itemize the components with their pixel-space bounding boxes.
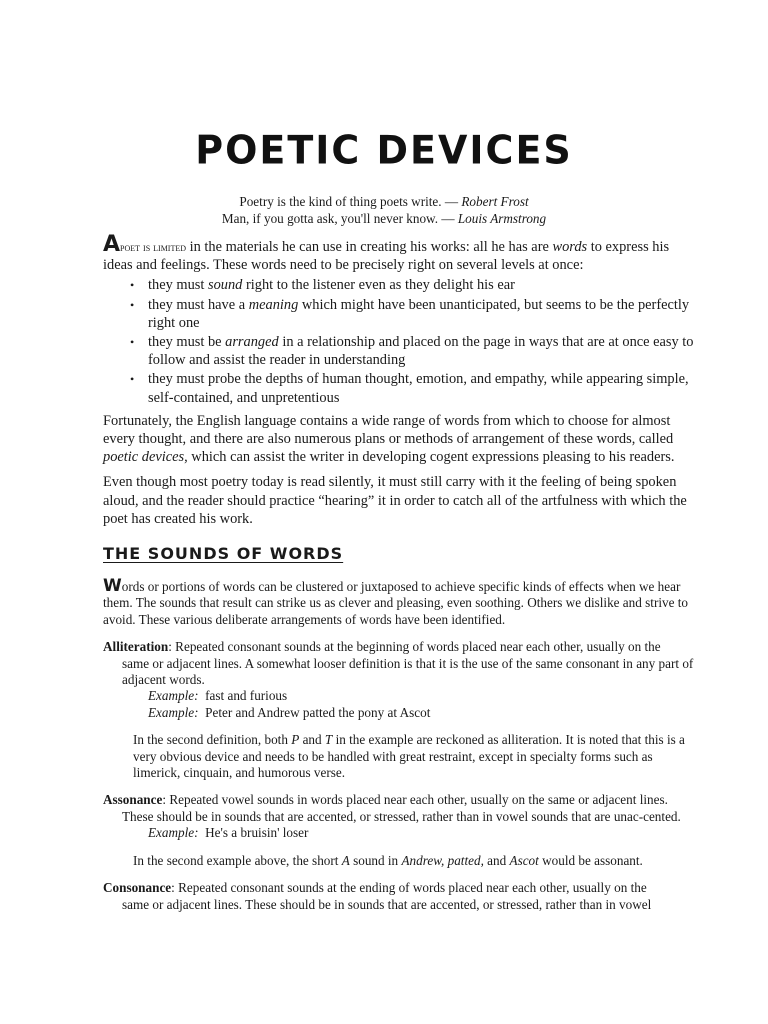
- epigraph-armstrong: [0, 210, 768, 227]
- list-item: [130, 276, 700, 294]
- bullet-text: which might have been unanticipated, but seems to be the perfectly right one: [148, 296, 690, 331]
- bullet-text: they must probe the depths of human thought, emotion, and empathy, while appearing simple, self-contained, and unpretentious: [148, 371, 689, 406]
- term-name: Alliteration: [103, 639, 169, 655]
- term-definition-continued: same or adjacent lines. A somewhat looser definition is that it is the use of the same consonant in any part of adjacent words.: [122, 655, 694, 688]
- term-name: Consonance: [103, 880, 172, 896]
- example-label: Example:: [148, 704, 199, 720]
- term-alliteration: [103, 639, 702, 688]
- intro-text: in the materials he can use in creating his works: all he has are: [186, 239, 553, 255]
- note-text: sound in: [349, 852, 402, 868]
- list-item: [130, 333, 700, 369]
- paragraph-fortunately: [103, 412, 700, 467]
- bullet-emphasis: meaning: [248, 296, 299, 313]
- term-name: Assonance: [103, 792, 163, 808]
- example-line: [103, 825, 702, 841]
- note-emphasis: A: [341, 852, 350, 868]
- list-item: [130, 296, 700, 332]
- section-heading: THE SOUNDS OF WORDS: [103, 544, 344, 563]
- epigraph-quote: Man, if you gotta ask, you'll never know. —: [221, 211, 458, 226]
- bullet-text: right to the listener even as they delight his ear: [242, 277, 515, 294]
- bullet-text: they must have a: [148, 296, 249, 313]
- intro-smallcaps: poet is limited: [120, 240, 187, 254]
- term-definition-continued: same or adjacent lines. These should be in sounds that are accented, or stressed, rather than in vowel: [122, 896, 652, 912]
- example-label: Example:: [148, 825, 199, 841]
- section-intro: [103, 578, 702, 628]
- assonance-note: [103, 853, 702, 869]
- intro-emphasis: words: [552, 239, 588, 255]
- section-drop-cap: W: [103, 576, 122, 596]
- term-assonance: [103, 792, 702, 825]
- example-text: Peter and Andrew patted the pony at Ascot: [205, 704, 431, 720]
- epigraph-author: Louis Armstrong: [457, 211, 547, 226]
- bullet-emphasis: sound: [207, 277, 243, 294]
- drop-cap: A: [103, 232, 121, 257]
- alliteration-note: [103, 732, 702, 781]
- section-intro-text: ords or portions of words can be clustered or juxtaposed to achieve specific kinds of effects when we hear them. The sounds that result can strike us as clever and pleasing, even soothing. Others we dislike and strive to avoid. These various deliberate arrangements of words have been identified.: [103, 579, 689, 627]
- paragraph-even-though: Even though most poetry today is read silently, it must still carry with it the feeling of being spoken aloud, and the reader should practice “hearing” it in order to catch all of the artfulness with which the poet has created his work.: [103, 474, 687, 527]
- example-line: [103, 688, 702, 704]
- paragraph-text: , which can assist the writer in developing cogent expressions pleasing to his readers.: [184, 449, 675, 466]
- bullet-text: in a relationship and placed on the page in ways that are at once easy to follow and assist the reader in understanding: [148, 334, 694, 369]
- note-text: In the second example above, the short: [133, 852, 342, 868]
- note-text: and: [299, 732, 325, 748]
- note-text: in the example are reckoned as alliteration. It is noted that this is a very obvious device and needs to be handled with great restraint, except in specialty forms such as limerick, cinquain, and humorous verse.: [133, 732, 685, 781]
- term-definition: : Repeated vowel sounds in words placed near each other, usually on the same or adjacent lines.: [162, 792, 668, 808]
- sounds-section: [103, 578, 702, 913]
- bullet-text: they must: [148, 277, 208, 294]
- term-definition-continued: These should be in sounds that are accented, or stressed, rather than in vowel sounds that are unac-cented.: [122, 808, 681, 824]
- page-title: POETIC DEVICES: [195, 127, 573, 173]
- bullet-text: they must be: [148, 334, 226, 351]
- intro-paragraph: [103, 232, 700, 274]
- note-emphasis: Ascot: [509, 852, 539, 868]
- example-line: [103, 705, 702, 721]
- note-emphasis: P: [291, 732, 300, 748]
- bullet-list: [103, 276, 700, 406]
- note-text: would be assonant.: [538, 852, 643, 868]
- epigraph-quote: Poetry is the kind of thing poets write. —: [239, 194, 462, 209]
- example-label: Example:: [148, 688, 199, 704]
- list-item: [130, 370, 700, 406]
- note-emphasis: T: [324, 732, 333, 748]
- note-text: In the second definition, both: [133, 732, 292, 748]
- example-text: fast and furious: [205, 688, 288, 704]
- paragraph-emphasis: poetic devices: [103, 449, 185, 466]
- term-consonance: [103, 880, 702, 913]
- epigraphs: [0, 193, 768, 227]
- term-definition: : Repeated consonant sounds at the beginning of words placed near each other, usually on the: [168, 639, 661, 655]
- intro-section: [103, 232, 700, 528]
- note-text: and: [483, 852, 510, 868]
- bullet-emphasis: arranged: [225, 334, 279, 351]
- paragraph-text: Fortunately, the English language contains a wide range of words from which to choose for almost every thought, and there are also numerous plans or methods of arrangement of these words, called: [103, 412, 674, 448]
- term-definition: : Repeated consonant sounds at the ending of words placed near each other, usually on the: [171, 880, 647, 896]
- epigraph-author: Robert Frost: [461, 194, 529, 209]
- intro-text: to express his ideas and feelings. These words need to be precisely right on several levels at once:: [103, 239, 670, 274]
- example-text: He's a bruisin' loser: [205, 825, 309, 841]
- epigraph-frost: [0, 193, 768, 210]
- note-emphasis: Andrew, patted,: [401, 852, 484, 868]
